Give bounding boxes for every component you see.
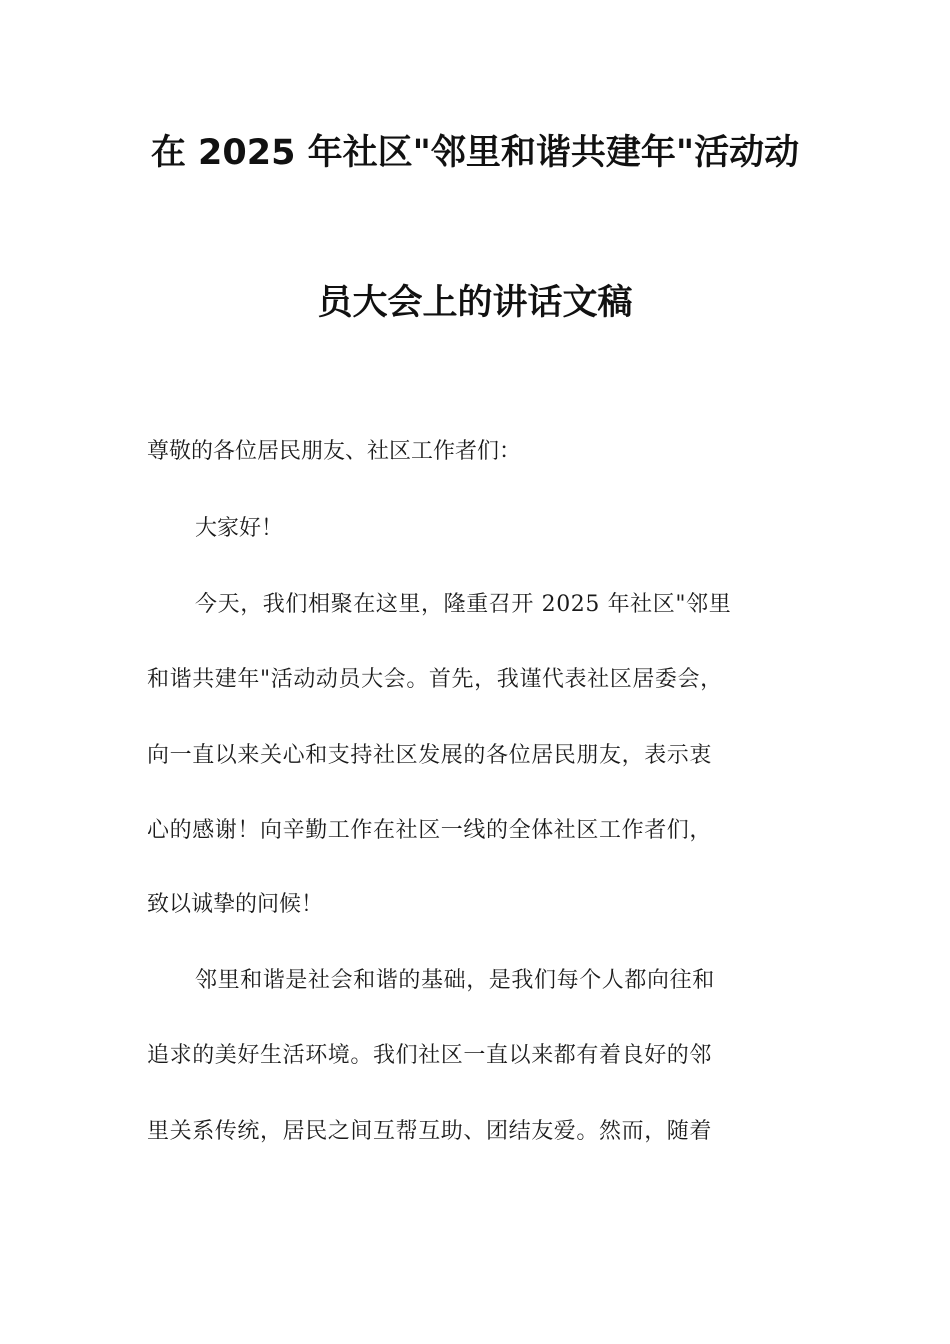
- salutation: 尊敬的各位居民朋友、社区工作者们：: [147, 439, 522, 464]
- document-title-line-2: 员大会上的讲话文稿: [317, 283, 633, 323]
- paragraph-2-line-2: 追求的美好生活环境。我们社区一直以来都有着良好的邻: [147, 1043, 713, 1068]
- paragraph-1-line-2: 和谐共建年"活动动员大会。首先，我谨代表社区居委会，: [147, 667, 723, 692]
- paragraph-2-line-1: 邻里和谐是社会和谐的基础，是我们每个人都向往和: [195, 968, 715, 993]
- paragraph-1-line-4: 心的感谢！向辛勤工作在社区一线的全体社区工作者们，: [147, 818, 713, 843]
- paragraph-1-line-3: 向一直以来关心和支持社区发展的各位居民朋友，表示衷: [147, 743, 713, 768]
- paragraph-2-line-3: 里关系传统，居民之间互帮互助、团结友爱。然而，随着: [147, 1119, 713, 1144]
- greeting: 大家好！: [195, 516, 284, 541]
- paragraph-1-line-1: 今天，我们相聚在这里，隆重召开 2025 年社区"邻里: [195, 592, 732, 617]
- paragraph-1-line-5: 致以诚挚的问候！: [147, 892, 324, 917]
- document-title-line-1: 在 2025 年社区"邻里和谐共建年"活动动: [150, 133, 800, 173]
